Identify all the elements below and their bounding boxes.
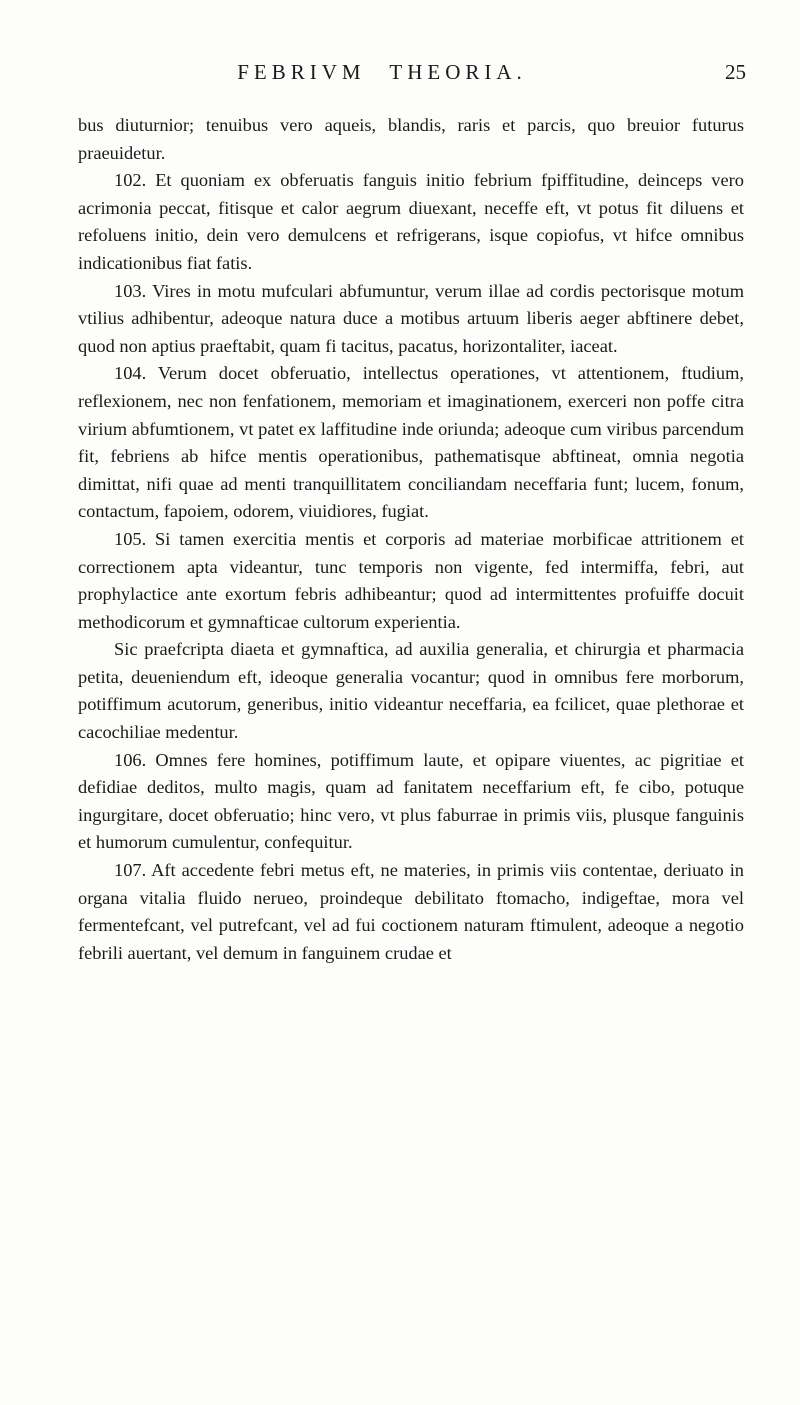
paragraph-104: [78, 360, 744, 526]
paragraph-107: [78, 857, 744, 967]
paragraph-number: 105.: [114, 528, 147, 549]
paragraph-text: Si tamen exercitia mentis et corporis ad materiae morbificae attritionem et correctionem apta videantur, tunc temporis non vigente, fed intermiffa, febri, aut prophylactice ante exortum febris adhibeantur; quod ad intermittentes profuiffe docuit methodicorum et gymnafticae cultorum experientia.: [78, 528, 744, 632]
body-text: [78, 112, 744, 967]
paragraph-number: 106.: [114, 749, 147, 770]
paragraph-103: [78, 278, 744, 361]
paragraph-105: [78, 526, 744, 636]
paragraph-text: Et quoniam ex obferuatis fanguis initio febrium fpiffitudine, deinceps vero acrimonia peccat, fitisque et calor aegrum diuexant, neceffe eft, vt potus fit diluens et refoluens initio, dein vero demulcens et refrigerans, isque copiofus, vt hifce omnibus indicationibus fiat fatis.: [78, 170, 744, 273]
paragraph-number: 103.: [114, 280, 147, 301]
paragraph-text: Sic praefcripta diaeta et gymnaftica, ad auxilia generalia, et chirurgia et pharmacia petita, deueniendum eft, ideoque generalia vocantur; quod in omnibus fere morborum, potiffimum acutorum, generibus, initio videantur neceffaria, ea fcilicet, quae plethorae et cacochiliae medentur.: [78, 639, 744, 743]
paragraph-text: Vires in motu mufculari abfumuntur, verum illae ad cordis pectorisque motum vtilius adhibentur, adeoque natura duce a motibus artuum liberis aeger abftinere debet, quod non aptius praeftabit, quam fi tacitus, pacatus, horizontaliter, iaceat.: [78, 280, 744, 356]
paragraph-continuation: [78, 112, 744, 167]
paragraph-number: 102.: [114, 170, 147, 191]
paragraph-unnumbered: [78, 636, 744, 746]
paragraph-text: bus diuturnior; tenuibus vero aqueis, blandis, raris et parcis, quo breuior futurus praeuidetur.: [78, 115, 744, 163]
paragraph-text: Omnes fere homines, potiffimum laute, et opipare viuentes, ac pigritiae et defidiae deditos, multo magis, quam ad fanitatem neceffarium eft, fe cibo, potuque ingurgitare, docet obferuatio; hinc vero, vt plus faburrae in primis viis, plusque fanguinis et humorum cumulentur, confequitur.: [78, 749, 744, 853]
paragraph-106: [78, 747, 744, 857]
paragraph-102: [78, 167, 744, 277]
paragraph-number: 104.: [114, 363, 147, 384]
paragraph-text: Verum docet obferuatio, intellectus operationes, vt attentionem, ftudium, reflexionem, nec non fenfationem, memoriam et imaginationem, exerceri non poffe citra virium abfumtionem, vt patet ex laffitudine inde oriunda; adeoque cum viribus parcendum fit, febriens ab hifce mentis operationibus, pathematisque abftineat, omnia negotia dimittat, nifi quae ad menti tranquillitatem conciliandam neceffaria funt; lucem, fonum, contactum, fapoiem, odorem, viuidiores, fugiat.: [78, 363, 744, 522]
running-title: FEBRIVM THEORIA.: [237, 60, 527, 84]
paragraph-text: Aft accedente febri metus eft, ne materies, in primis viis contentae, deriuato in organa vitalia fluido nerueo, proindeque debilitato ftomacho, indigeftae, mora vel fermentefcant, vel putrefcant, vel ad fui coctionem naturam ftimulent, adeoque a negotio febrili auertant, vel demum in fanguinem crudae et: [78, 860, 744, 963]
page-number: 25: [725, 60, 746, 84]
paragraph-number: 107.: [114, 860, 147, 881]
running-head: [78, 60, 746, 100]
